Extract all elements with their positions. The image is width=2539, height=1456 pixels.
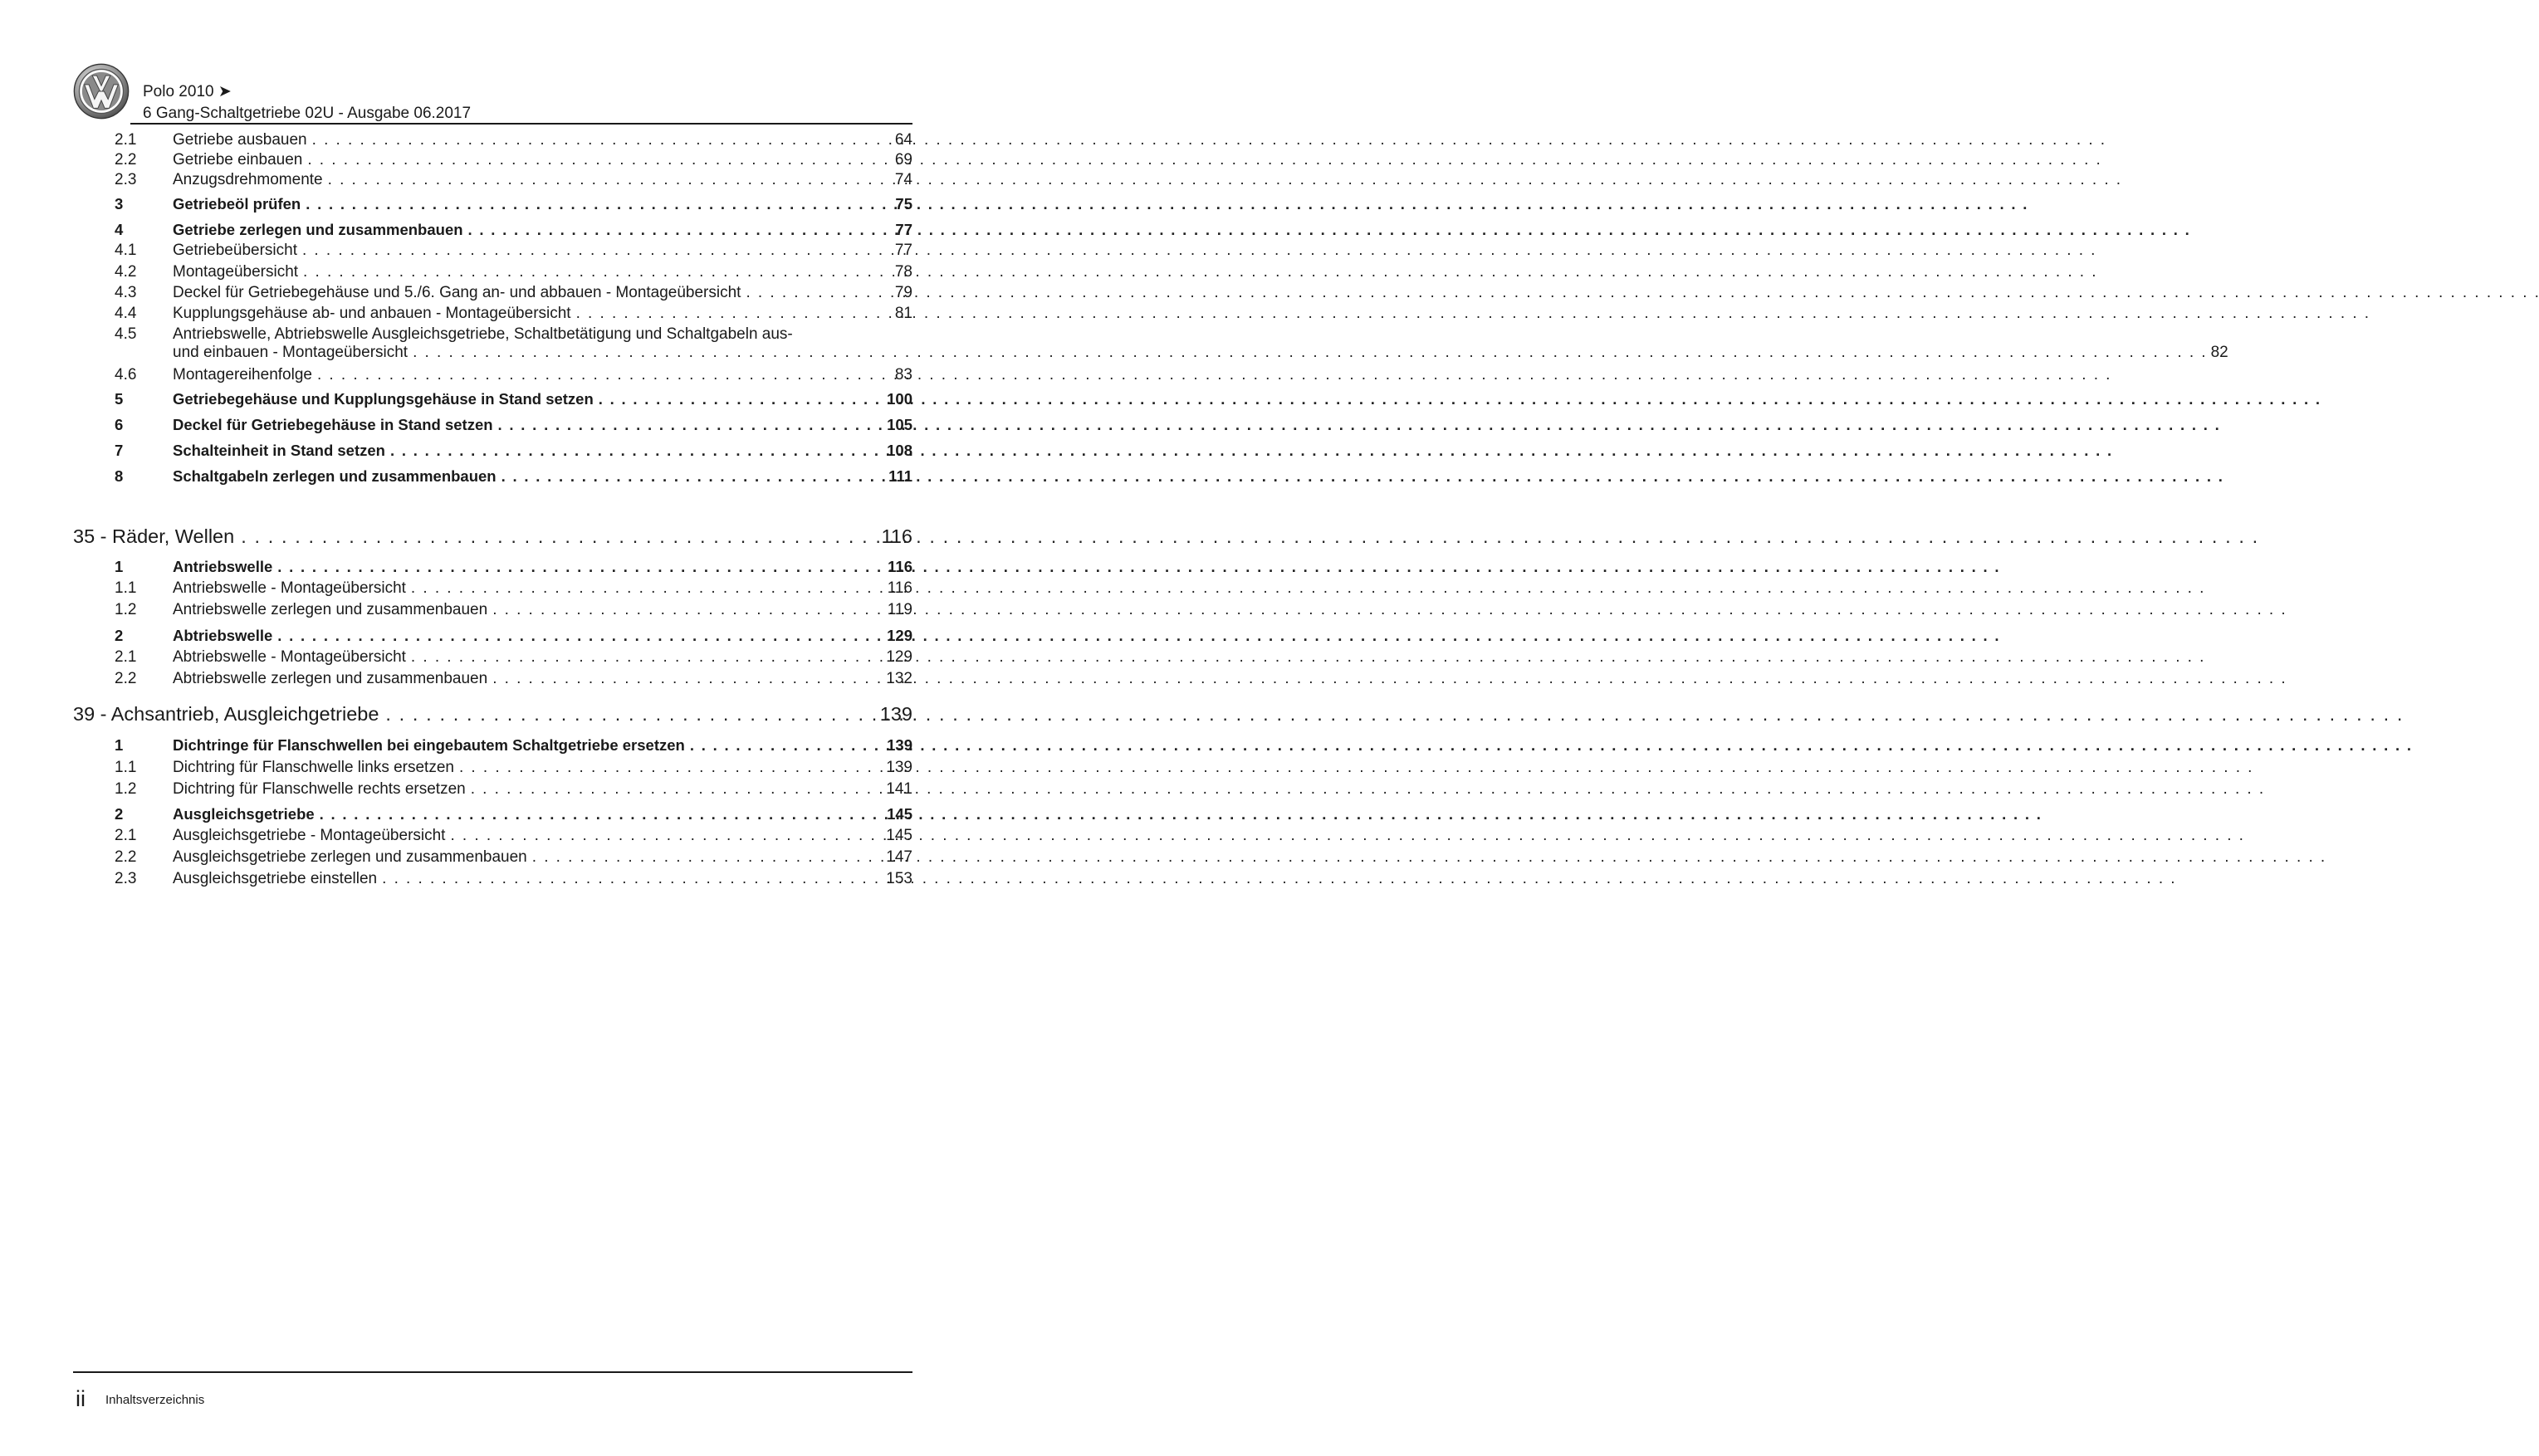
toc-page: 105 (887, 416, 912, 433)
toc-entry[interactable] (115, 579, 912, 598)
toc-number: 4.4 (115, 305, 137, 322)
toc-page: 69 (894, 151, 912, 169)
header-divider (130, 123, 912, 125)
toc-section[interactable] (115, 416, 912, 434)
dot-leader (385, 702, 874, 726)
toc-title: Getriebeübersicht (173, 242, 297, 259)
dot-leader (382, 870, 881, 888)
dot-leader (317, 366, 890, 384)
toc-title: Dichtringe für Flanschwellen bei eingebautem Schaltgetriebe ersetzen (173, 736, 685, 754)
dot-leader (498, 416, 883, 434)
dot-leader (303, 263, 890, 281)
toc-page: 145 (886, 827, 912, 844)
toc-page: 111 (888, 467, 912, 485)
volkswagen-logo (73, 63, 130, 120)
toc-page: 77 (895, 221, 912, 238)
toc-number: 2.1 (115, 827, 137, 844)
toc-title: Ausgleichsgetriebe einstellen (173, 870, 378, 887)
dot-leader (492, 601, 883, 619)
toc-title: Getriebe einbauen (173, 151, 303, 169)
toc-number: 2.1 (115, 131, 137, 149)
toc-title: Kupplungsgehäuse ab- und anbauen - Montageübersicht (173, 305, 571, 322)
toc-number: 7 (115, 442, 124, 459)
toc-entry[interactable] (115, 263, 912, 281)
footer-page-number: ii (76, 1386, 86, 1411)
toc-title: Dichtring für Flanschwelle rechts ersetzen (173, 780, 466, 798)
dot-leader (312, 131, 890, 149)
toc-page: 119 (887, 601, 912, 618)
toc-page: 108 (887, 442, 912, 459)
toc-title: Ausgleichsgetriebe - Montageübersicht (173, 827, 446, 844)
toc-page: 139 (887, 736, 912, 754)
toc-section[interactable] (115, 467, 912, 486)
toc-section[interactable] (115, 736, 912, 755)
toc-section[interactable] (115, 221, 912, 239)
dot-leader (690, 736, 882, 755)
toc-entry[interactable] (115, 780, 912, 799)
toc-title-line-2: und einbauen - Montageübersicht (173, 344, 408, 361)
toc-number: 2.2 (115, 848, 137, 866)
toc-number: 1 (115, 736, 124, 754)
toc-number: 4.1 (115, 242, 137, 259)
toc-number: 4.5 (115, 325, 137, 343)
dot-leader (468, 221, 891, 239)
dot-leader (532, 848, 882, 867)
header-model: Polo 2010 ➤ (143, 83, 232, 100)
dot-leader (746, 284, 889, 302)
toc-number: 5 (115, 390, 124, 408)
dot-leader (471, 780, 882, 799)
footer-divider (73, 1371, 912, 1373)
toc-page: 116 (887, 579, 912, 597)
toc-chapter-title: 35 - Räder, Wellen (73, 525, 235, 547)
toc-entry[interactable] (115, 648, 912, 667)
toc-entry[interactable] (115, 601, 912, 619)
toc-section[interactable] (115, 627, 912, 645)
toc-number: 2.1 (115, 648, 137, 666)
toc-title: Ausgleichsgetriebe (173, 805, 315, 823)
toc-number: 2 (115, 627, 124, 644)
toc-page: 79 (894, 284, 912, 301)
toc-title: Ausgleichsgetriebe zerlegen und zusammenbauen (173, 848, 527, 866)
toc-number: 4 (115, 221, 124, 238)
toc-page: 153 (886, 870, 912, 887)
toc-page: 83 (894, 366, 912, 384)
toc-title: Montageübersicht (173, 263, 299, 281)
header-subtitle: 6 Gang-Schaltgetriebe 02U - Ausgabe 06.2017 (143, 105, 472, 122)
toc-number: 4.3 (115, 284, 137, 301)
toc-section[interactable] (115, 442, 912, 460)
dot-leader (501, 467, 884, 486)
toc-title: Antriebswelle (173, 558, 273, 575)
dot-leader (599, 390, 882, 408)
dot-leader (328, 171, 890, 189)
toc-title: Abtriebswelle (173, 627, 273, 644)
toc-page: 116 (881, 525, 912, 547)
dot-leader (306, 195, 890, 213)
toc-entry[interactable] (115, 670, 912, 688)
toc-number: 1.2 (115, 780, 137, 798)
toc-number: 4.2 (115, 263, 137, 281)
toc-page: 132 (886, 670, 912, 687)
toc-title: Anzugsdrehmomente (173, 171, 323, 188)
toc-entry[interactable] (115, 759, 912, 777)
toc-number: 1.1 (115, 759, 137, 776)
toc-number: 2.3 (115, 171, 137, 188)
toc-number: 1.1 (115, 579, 137, 597)
toc-page: 75 (895, 195, 912, 213)
toc-chapter-title: 39 - Achsantrieb, Ausgleichgetriebe (73, 703, 379, 725)
dot-leader (320, 805, 882, 823)
dot-leader (492, 670, 881, 688)
toc-page: 141 (886, 780, 912, 798)
toc-page: 78 (894, 263, 912, 281)
toc-page: 81 (894, 305, 912, 322)
toc-page: 77 (894, 242, 912, 259)
toc-page: 116 (888, 558, 912, 575)
toc-page: 74 (894, 171, 912, 188)
toc-title: Schalteinheit in Stand setzen (173, 442, 385, 459)
toc-entry[interactable] (115, 305, 912, 323)
dot-leader (576, 305, 890, 323)
toc-chapter[interactable] (73, 702, 912, 726)
toc-entry[interactable] (115, 242, 912, 260)
dot-leader (459, 759, 881, 777)
toc-title: Abtriebswelle - Montageübersicht (173, 648, 406, 666)
toc-number: 2.2 (115, 151, 137, 169)
dot-leader (277, 558, 883, 576)
toc-number: 2.3 (115, 870, 137, 887)
dot-leader (413, 344, 2205, 362)
toc-title: Getriebeöl prüfen (173, 195, 301, 213)
toc-number: 8 (115, 467, 124, 485)
toc-number: 3 (115, 195, 124, 213)
toc-title-line-1: Antriebswelle, Abtriebswelle Ausgleichsgetriebe, Schaltbetätigung und Schaltgabeln aus- (173, 325, 793, 343)
toc-number: 1.2 (115, 601, 137, 618)
toc-number: 2 (115, 805, 124, 823)
dot-leader (277, 627, 882, 645)
toc-page: 147 (886, 848, 912, 866)
toc-entry[interactable] (115, 131, 912, 149)
toc-title: Getriebe ausbauen (173, 131, 307, 149)
toc-section[interactable] (115, 805, 912, 823)
toc-number: 4.6 (115, 366, 137, 384)
toc-title: Schaltgabeln zerlegen und zusammenbauen (173, 467, 497, 485)
toc-title: Antriebswelle - Montageübersicht (173, 579, 406, 597)
toc-number: 6 (115, 416, 124, 433)
toc-title: Abtriebswelle zerlegen und zusammenbauen (173, 670, 488, 687)
toc-title: Getriebegehäuse und Kupplungsgehäuse in Stand setzen (173, 390, 594, 408)
dot-leader (241, 525, 876, 548)
toc-title: Getriebe zerlegen und zusammenbauen (173, 221, 463, 238)
toc-page: 100 (887, 390, 912, 408)
toc-chapter[interactable] (73, 525, 912, 548)
toc-title: Antriebswelle zerlegen und zusammenbauen (173, 601, 488, 618)
toc-page: 64 (894, 131, 912, 149)
toc-page: 129 (887, 627, 912, 644)
toc-number: 2.2 (115, 670, 137, 687)
toc-entry[interactable] (115, 171, 912, 189)
toc-page: 82 (2210, 344, 2228, 361)
dot-leader (450, 827, 881, 845)
toc-page: 129 (886, 648, 912, 666)
toc-entry[interactable] (115, 325, 2228, 362)
footer-title: Inhaltsverzeichnis (105, 1393, 205, 1407)
toc-number: 1 (115, 558, 124, 575)
toc-page: 139 (886, 759, 912, 776)
toc-page: 139 (879, 703, 912, 725)
toc-section[interactable] (115, 390, 912, 408)
toc-title: Dichtring für Flanschwelle links ersetzen (173, 759, 454, 776)
dot-leader (302, 242, 890, 260)
toc-entry[interactable] (115, 151, 912, 169)
toc-page: 145 (887, 805, 912, 823)
dot-leader (411, 579, 883, 598)
toc-entry[interactable] (115, 284, 912, 302)
dot-leader (307, 151, 890, 169)
dot-leader (390, 442, 882, 460)
dot-leader (411, 648, 881, 667)
toc-entry[interactable] (115, 870, 912, 888)
toc-title: Montagereihenfolge (173, 366, 312, 384)
toc-entry[interactable] (115, 827, 912, 845)
toc-section[interactable] (115, 558, 912, 576)
toc-entry[interactable] (115, 366, 912, 384)
toc-title: Deckel für Getriebegehäuse und 5./6. Gang an- und abbauen - Montageübersicht (173, 284, 741, 301)
toc-title: Deckel für Getriebegehäuse in Stand setzen (173, 416, 493, 433)
toc-entry[interactable] (115, 848, 912, 867)
toc-section[interactable] (115, 195, 912, 213)
